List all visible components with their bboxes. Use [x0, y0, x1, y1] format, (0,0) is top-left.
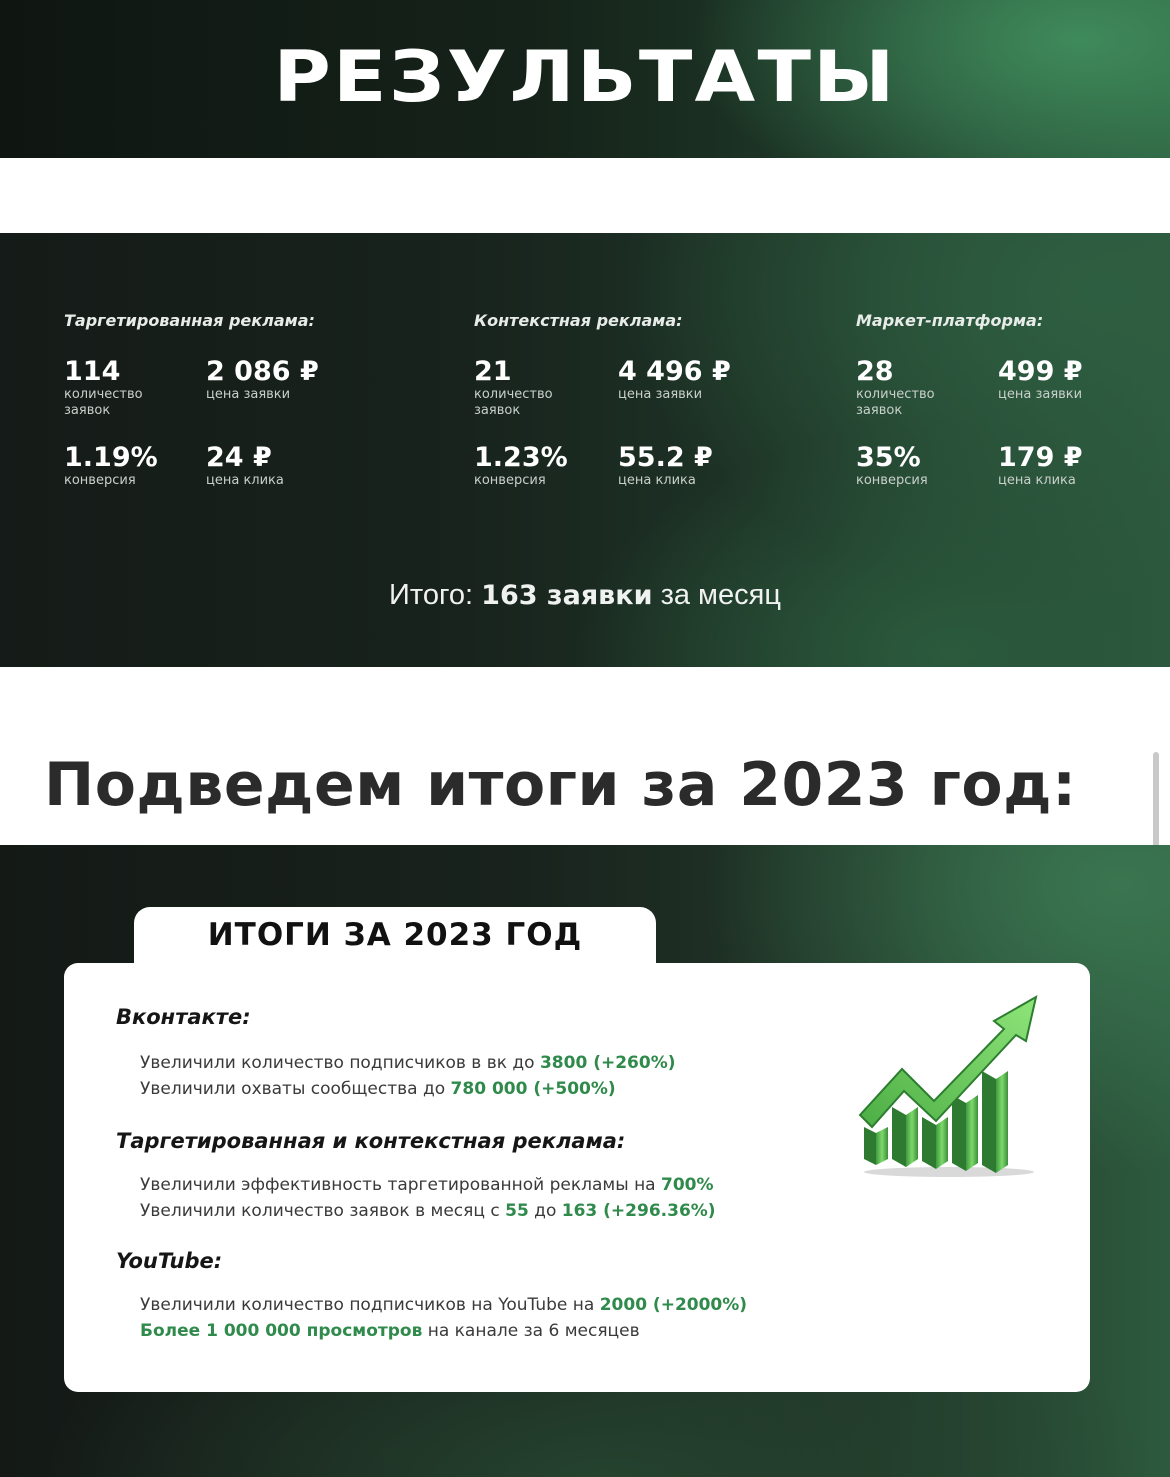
summary-card [64, 963, 1090, 1392]
section-title-ads: Таргетированная и контекстная реклама: [116, 1129, 626, 1153]
year-summary-panel [0, 845, 1170, 1477]
summary-line [140, 1321, 640, 1341]
metric-label: цена заявки [618, 387, 703, 402]
metric-label: количество заявок [856, 387, 935, 418]
metric-value: 114 [64, 356, 121, 387]
results-banner [0, 0, 1170, 158]
section-title-youtube: YouTube: [116, 1249, 223, 1273]
line-highlight: 163 (+296.36%) [561, 1201, 716, 1221]
summary-line [140, 1053, 676, 1073]
total-suffix: за месяц [652, 579, 781, 611]
section-title-vk: Вконтакте: [116, 1005, 251, 1029]
line-highlight: 2000 (+2000%) [599, 1295, 748, 1315]
metric-label: цена клика [206, 473, 284, 488]
metric-leads-count [64, 357, 204, 419]
metric-value: 1.19% [64, 442, 158, 473]
metric-lead-price [206, 357, 346, 403]
summary-line [140, 1295, 747, 1315]
metric-label: цена клика [998, 473, 1076, 488]
metric-label: конверсия [474, 473, 546, 488]
metric-click-price [618, 443, 758, 489]
metric-value: 21 [474, 356, 512, 387]
metric-value: 24 ₽ [206, 442, 272, 473]
metric-value: 179 ₽ [998, 442, 1083, 473]
line-text: Увеличили количество подписчиков на YouTube на [140, 1295, 600, 1315]
monthly-total [0, 579, 1170, 612]
line-text: до [528, 1201, 562, 1221]
metric-click-price [998, 443, 1138, 489]
metric-label: конверсия [856, 473, 928, 488]
summary-line [140, 1079, 616, 1099]
metric-value: 4 496 ₽ [618, 356, 731, 387]
metric-leads-count [856, 357, 996, 419]
metric-value: 499 ₽ [998, 356, 1083, 387]
metric-conversion [474, 443, 614, 489]
metric-conversion [64, 443, 204, 489]
stats-column-marketplace [856, 311, 1170, 488]
metric-leads-count [474, 357, 614, 419]
line-highlight: Более 1 000 000 просмотров [140, 1321, 423, 1341]
total-leads: 163 заявки [481, 580, 653, 611]
metric-label: количество заявок [474, 387, 553, 418]
line-text: Увеличили охваты сообщества до [140, 1079, 451, 1099]
ad-stats-panel [0, 233, 1170, 667]
metric-value: 35% [856, 442, 921, 473]
stats-column-contextual [474, 311, 814, 488]
line-highlight: 3800 (+260%) [539, 1053, 676, 1073]
metric-conversion [856, 443, 996, 489]
line-highlight: 55 [505, 1201, 529, 1221]
summary-line [140, 1175, 714, 1195]
line-text: Увеличили количество подписчиков в вк до [140, 1053, 540, 1073]
metric-value: 55.2 ₽ [618, 442, 713, 473]
column-title: Контекстная реклама: [474, 311, 683, 330]
line-text: Увеличили количество заявок в месяц с [140, 1201, 506, 1221]
summary-line [140, 1201, 716, 1221]
metric-value: 1.23% [474, 442, 568, 473]
metric-lead-price [618, 357, 758, 403]
metric-label: цена заявки [998, 387, 1083, 402]
line-highlight: 780 000 (+500%) [450, 1079, 616, 1099]
total-prefix: Итого: [389, 579, 482, 611]
line-text: на канале за 6 месяцев [422, 1321, 640, 1341]
metric-value: 28 [856, 356, 894, 387]
metric-click-price [206, 443, 346, 489]
stats-column-targeted [64, 311, 404, 488]
metric-label: конверсия [64, 473, 136, 488]
growth-chart-icon [854, 987, 1054, 1177]
column-title: Таргетированная реклама: [64, 311, 315, 330]
line-highlight: 700% [661, 1175, 714, 1195]
summary-tab-title: ИТОГИ ЗА 2023 ГОД [207, 917, 583, 953]
metric-label: цена заявки [206, 387, 291, 402]
page-heading: Подведем итоги за 2023 год: [44, 750, 1077, 820]
metric-label: количество заявок [64, 387, 143, 418]
metric-lead-price [998, 357, 1138, 403]
metric-value: 2 086 ₽ [206, 356, 319, 387]
column-title: Маркет-платформа: [856, 311, 1044, 330]
banner-title: РЕЗУЛЬТАТЫ [273, 36, 897, 118]
metric-label: цена клика [618, 473, 696, 488]
line-text: Увеличили эффективность таргетированной рекламы на [140, 1175, 661, 1195]
